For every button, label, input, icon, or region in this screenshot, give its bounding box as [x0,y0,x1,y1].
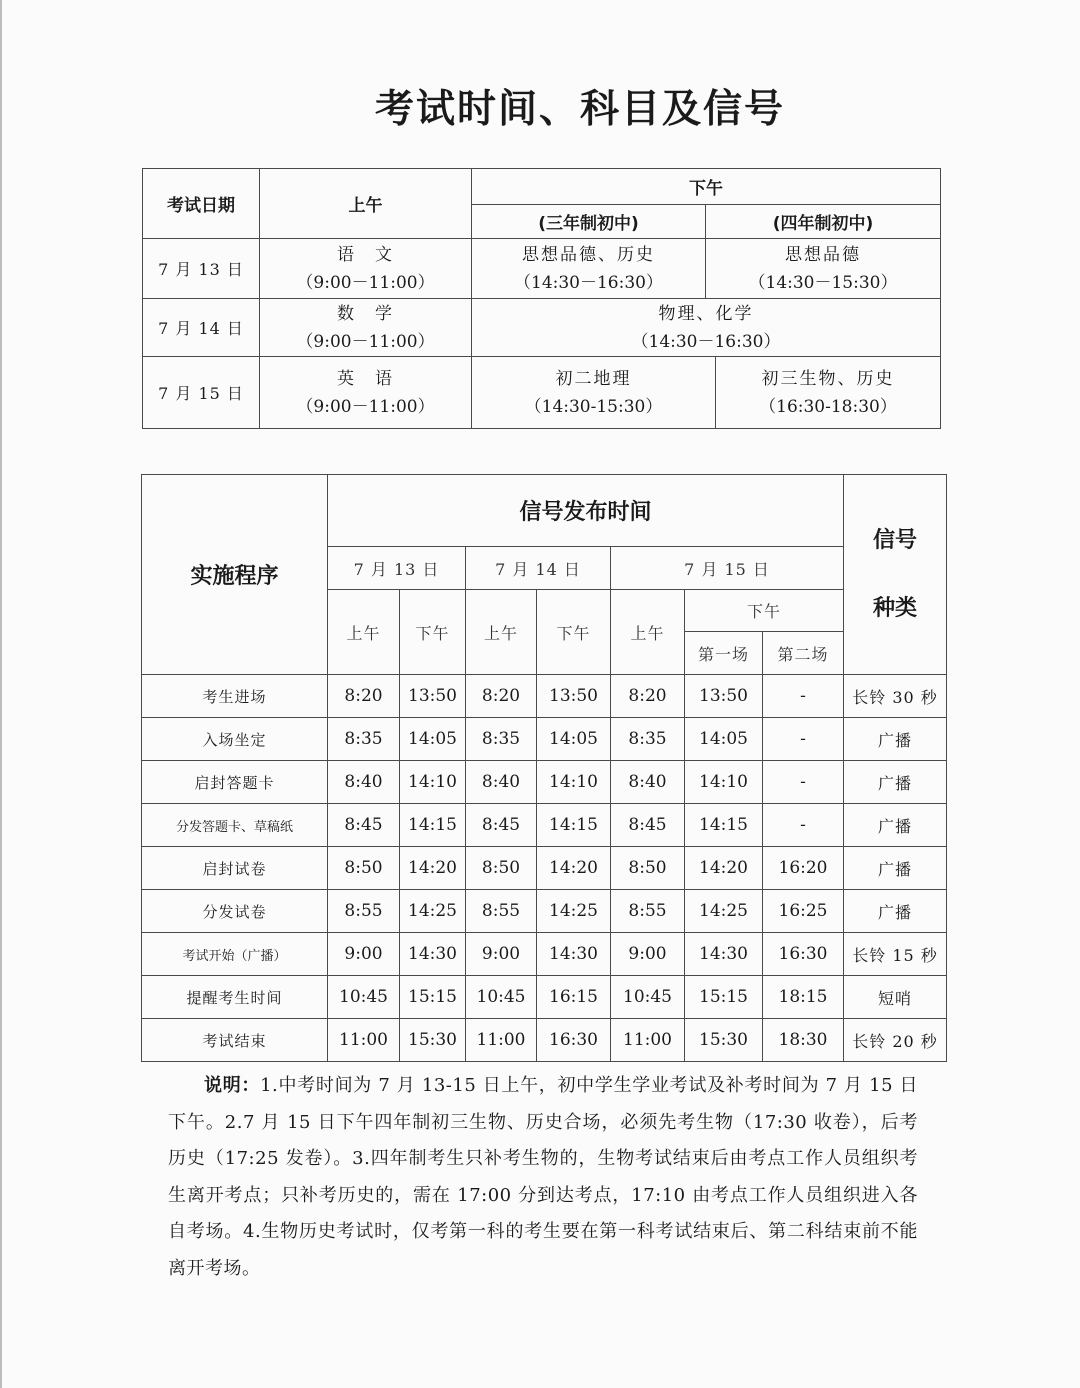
signal-time: 8:20 [466,675,537,718]
am-cell [260,299,472,357]
procedure-name: 启封试卷 [142,847,328,890]
pm-three-time: （14:30－16:30） [514,272,663,293]
pm-four-time: （14:30－15:30） [748,272,898,293]
procedure-name: 入场坐定 [142,718,328,761]
signal-time: 14:15 [400,804,466,847]
pm-four-cell [706,239,941,299]
pm-three-time: （14:30-15:30） [524,396,663,417]
header-release-time: 信号发布时间 [328,475,844,547]
signal-time: 8:45 [466,804,537,847]
signal-time: 13:50 [537,675,611,718]
header-date-13: 7 月 13 日 [328,547,466,590]
procedure-name: 考试结束 [142,1019,328,1062]
header-pm: 下午 [472,169,941,205]
signal-time: 8:45 [328,804,400,847]
signal-time: 10:45 [611,976,685,1019]
signal-time: 14:30 [537,933,611,976]
pm-four-cell [716,357,941,429]
signal-kind: 广播 [844,761,947,804]
schedule-date: 7 月 15 日 [143,357,260,429]
signal-row [142,976,947,1019]
signal-time: 13:50 [400,675,466,718]
signal-time: 8:40 [328,761,400,804]
header-15-pm-first: 第一场 [685,632,763,675]
pm-four-subject: 思想品德 [785,244,861,265]
signal-row [142,933,947,976]
page-title: 考试时间、科目及信号 [374,87,785,132]
am-cell [260,239,472,299]
signal-time: 15:15 [400,976,466,1019]
signal-time: 14:10 [400,761,466,804]
signal-time: 14:20 [685,847,763,890]
pm-three-subject: 初二地理 [555,368,632,389]
header-14-pm: 下午 [537,590,611,675]
signal-kind: 长铃 20 秒 [844,1019,947,1062]
signal-row [142,847,947,890]
signal-time: 8:40 [611,761,685,804]
signal-time: 14:05 [685,718,763,761]
procedure-name: 考生进场 [142,675,328,718]
signal-time: 11:00 [328,1019,400,1062]
schedule-row [143,299,941,357]
schedule-row [143,239,941,299]
am-subject: 英 语 [337,368,394,389]
signal-time: 14:05 [537,718,611,761]
signal-time: 8:50 [328,847,400,890]
header-am: 上午 [260,169,472,239]
header-15-pm: 下午 [685,590,844,632]
signal-row [142,1019,947,1062]
signal-kind: 广播 [844,718,947,761]
procedure-name: 考试开始（广播） [142,933,328,976]
signal-row [142,804,947,847]
header-date-14: 7 月 14 日 [466,547,611,590]
am-cell [260,357,472,429]
signal-time: 14:10 [537,761,611,804]
signal-time: 8:50 [466,847,537,890]
exam-schedule-table [142,168,941,429]
header-14-am: 上午 [466,590,537,675]
pm-subject: 物理、化学 [658,303,754,324]
header-pm-four-year: (四年制初中) [706,205,941,239]
signal-time: 16:15 [537,976,611,1019]
signal-time: 10:45 [328,976,400,1019]
signal-time: - [763,718,844,761]
signal-row [142,761,947,804]
procedure-name: 提醒考生时间 [142,976,328,1019]
signal-kind: 广播 [844,847,947,890]
note-label: 说明： [204,1075,261,1096]
signal-time: - [763,761,844,804]
signal-time: 10:45 [466,976,537,1019]
schedule-date: 7 月 13 日 [143,239,260,299]
signal-time: 15:30 [685,1019,763,1062]
signal-time: 14:20 [537,847,611,890]
signal-time: 8:45 [611,804,685,847]
pm-cell [472,299,941,357]
pm-three-subject: 思想品德、历史 [522,244,655,265]
am-subject: 语 文 [337,244,394,265]
signal-table [141,474,947,1062]
signal-time: 8:50 [611,847,685,890]
signal-time: 8:40 [466,761,537,804]
header-signal-type [844,475,947,675]
header-date: 考试日期 [143,169,260,239]
schedule-row [143,357,941,429]
signal-time: 8:35 [466,718,537,761]
procedure-name: 分发答题卡、草稿纸 [142,804,328,847]
pm-three-cell [472,239,706,299]
signal-time: 8:55 [466,890,537,933]
signal-time: 14:25 [685,890,763,933]
signal-time: 9:00 [611,933,685,976]
procedure-name: 分发试卷 [142,890,328,933]
signal-time: 14:05 [400,718,466,761]
signal-time: 14:10 [685,761,763,804]
header-13-am: 上午 [328,590,400,675]
explanation-note [168,1068,918,1287]
signal-row [142,890,947,933]
procedure-name: 启封答题卡 [142,761,328,804]
pm-four-subject: 初三生物、历史 [761,368,895,389]
signal-time: 8:20 [328,675,400,718]
signal-time: 16:30 [537,1019,611,1062]
signal-row [142,718,947,761]
header-signal-type-line2: 种类 [873,595,918,621]
am-subject: 数 学 [337,303,394,324]
signal-time: 9:00 [328,933,400,976]
signal-time: 18:15 [763,976,844,1019]
header-13-pm: 下午 [400,590,466,675]
signal-kind: 短哨 [844,976,947,1019]
signal-time: 14:30 [400,933,466,976]
signal-time: 14:15 [537,804,611,847]
note-text: 1.中考时间为 7 月 13-15 日上午，初中学生学业考试及补考时间为 7 月 15 日下午。2.7 月 15 日下午四年制初三生物、历史合场，必须先考生物（17:30 收卷），后考历史（17:25 发卷）。3.四年制考生只补考生物的，生物考试结束后由考点工作人员组织考生离开考点；只补考历史的，需在 17:00 分到达考点，17:10 由考点工作人员组织进入各自考场。4.生物历史考试时，仅考第一科的考生要在第一科考试结束后、第二科结束前不能离开考场。 [168,1075,919,1279]
signal-time: 15:15 [685,976,763,1019]
signal-time: 8:35 [611,718,685,761]
signal-row [142,675,947,718]
header-date-15: 7 月 15 日 [611,547,844,590]
signal-time: 13:50 [685,675,763,718]
signal-kind: 广播 [844,804,947,847]
header-signal-type-line1: 信号 [873,527,918,553]
signal-time: - [763,675,844,718]
header-15-pm-second: 第二场 [763,632,844,675]
signal-time: 16:20 [763,847,844,890]
signal-rows [142,675,947,1062]
signal-time: - [763,804,844,847]
signal-time: 14:30 [685,933,763,976]
signal-time: 16:30 [763,933,844,976]
signal-time: 11:00 [466,1019,537,1062]
signal-kind: 广播 [844,890,947,933]
signal-time: 16:25 [763,890,844,933]
signal-kind: 长铃 30 秒 [844,675,947,718]
signal-time: 8:55 [611,890,685,933]
signal-kind: 长铃 15 秒 [844,933,947,976]
signal-time: 11:00 [611,1019,685,1062]
signal-time: 15:30 [400,1019,466,1062]
page-edge [0,0,2,1388]
pm-four-time: （16:30-18:30） [759,396,897,417]
am-time: （9:00－11:00） [296,396,435,417]
signal-time: 9:00 [466,933,537,976]
am-time: （9:00－11:00） [296,272,435,293]
signal-time: 8:20 [611,675,685,718]
signal-time: 14:15 [685,804,763,847]
signal-time: 8:35 [328,718,400,761]
signal-time: 14:20 [400,847,466,890]
signal-time: 18:30 [763,1019,844,1062]
header-15-am: 上午 [611,590,685,675]
signal-time: 8:55 [328,890,400,933]
schedule-date: 7 月 14 日 [143,299,260,357]
signal-time: 14:25 [400,890,466,933]
header-pm-three-year: (三年制初中) [472,205,706,239]
pm-three-cell [472,357,716,429]
pm-time: （14:30－16:30） [631,331,781,352]
header-procedure: 实施程序 [142,475,328,675]
am-time: （9:00－11:00） [296,331,435,352]
signal-time: 14:25 [537,890,611,933]
